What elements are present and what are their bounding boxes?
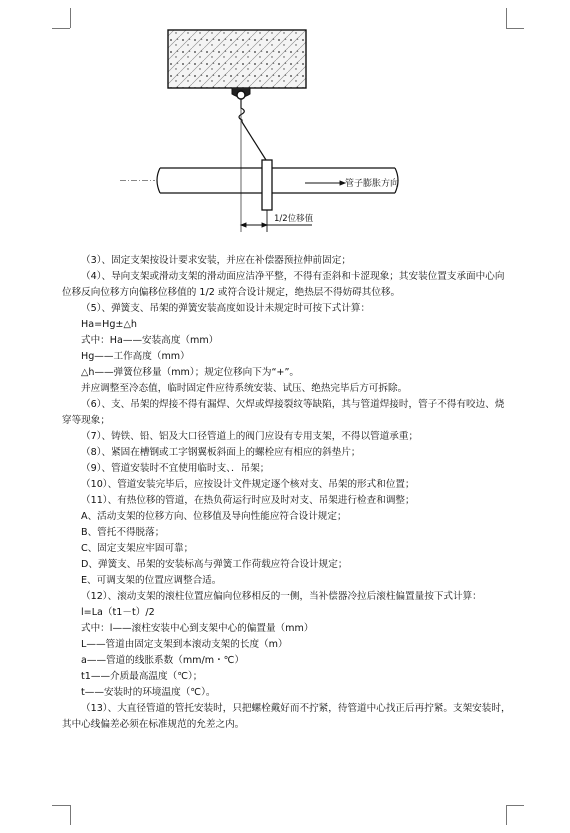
crop-mark-bottom-right-h xyxy=(506,805,524,806)
crop-mark-bottom-left-h xyxy=(52,805,70,806)
paragraph-12: （12）、滚动支架的滚柱位置应偏向位移相反的一侧，当补偿器冷拉后滚柱偏置量按下式计算： xyxy=(81,591,482,602)
item-b: B、管托不得脱落； xyxy=(81,527,165,538)
pipe-clamp xyxy=(262,160,272,210)
paragraph-13: （13）、大直径管道的管托安装时，只把螺栓戴好而不拧紧，待管道中心找正后再拧紧。支架安装时，其中心线偏差必须在标准规范的允差之内。 xyxy=(62,703,511,730)
hanger-anchor xyxy=(232,88,250,99)
pipe-hanger-figure xyxy=(0,0,570,250)
paragraph-6: （6）、支、吊架的焊接不得有漏焊、欠焊或焊接裂纹等缺陷，其与管道焊接时，管子不得有咬边、烧穿等现象； xyxy=(62,399,505,426)
paragraph-11: （11）、有热位移的管道，在热负荷运行时应及时对支、吊架进行检查和调整； xyxy=(81,495,415,506)
paragraph-9: （9）、管道安装时不宜使用临时支、．吊架； xyxy=(81,463,270,474)
paragraph-10: （10）、管道安装完毕后，应按设计文件规定逐个核对支、吊架的形式和位置； xyxy=(81,479,415,490)
paragraph-5: （5）、弹簧支、吊架的弹簧安装高度如设计未规定时可按下式计算： xyxy=(81,303,371,314)
paragraph-8: （8）、紧固在槽钢或工字钢翼板斜面上的螺栓应有相应的斜垫片； xyxy=(81,447,361,458)
definition-L: L——管道由固定支架到本滚动支架的长度（m） xyxy=(81,639,288,650)
document-body xyxy=(62,253,514,733)
concrete-ceiling xyxy=(168,30,306,88)
adjust-note: 并应调整至冷态值，临时固定件应待系统安装、试压、绝热完毕后方可拆除。 xyxy=(81,383,408,394)
item-e: E、可调支架的位置应调整合适。 xyxy=(81,575,222,586)
expansion-leader xyxy=(305,181,345,185)
half-offset-label: 1/2位移值 xyxy=(274,214,314,224)
item-c: C、固定支架应牢固可靠； xyxy=(81,543,194,554)
item-a: A、活动支架的位移方向、位移值及导向性能应符合设计规定； xyxy=(81,511,347,522)
definition-l: 式中：l——滚柱安装中心到支架中心的偏置量（mm） xyxy=(81,623,314,634)
pipe-expansion-label: 管子膨胀方向 xyxy=(345,179,400,189)
definition-ha: 式中：Ha——安装高度（mm） xyxy=(81,335,219,346)
definition-a: a——管道的线胀系数（mm/m・℃） xyxy=(81,655,245,666)
formula-l: l=La（t1－t）/2 xyxy=(81,607,155,618)
definition-t: t——安装时的环境温度（℃）。 xyxy=(81,687,216,698)
paragraph-4: （4）、导向支架或滑动支架的滑动面应洁净平整，不得有歪斜和卡涩现象；其安装位置支承面中心向位移反向位移方向偏移位移值的 1/2 或符合设计规定，绝热层不得妨碍其位移。 xyxy=(62,271,505,298)
crop-mark-bottom-right-v xyxy=(506,805,507,825)
definition-t1: t1——介质最高温度（℃）； xyxy=(81,671,203,682)
definition-hg: Hg——工作高度（mm） xyxy=(81,351,190,362)
hanger-rod xyxy=(239,99,266,160)
item-d: D、弹簧支、吊架的安装标高与弹簧工作荷载应符合设计规定； xyxy=(81,559,348,570)
paragraph-3: （3）、固定支架按设计要求安装，并应在补偿器预拉伸前固定； xyxy=(81,255,351,266)
formula-ha: Ha=Hg±△h xyxy=(81,319,137,330)
crop-mark-bottom-left-v xyxy=(70,805,71,825)
paragraph-7: （7）、铸铁、铅、铝及大口径管道上的阀门应设有专用支架，不得以管道承重； xyxy=(81,431,419,442)
definition-delta-h: △h——弹簧位移量（mm）；规定位移向下为“+”。 xyxy=(81,367,300,378)
